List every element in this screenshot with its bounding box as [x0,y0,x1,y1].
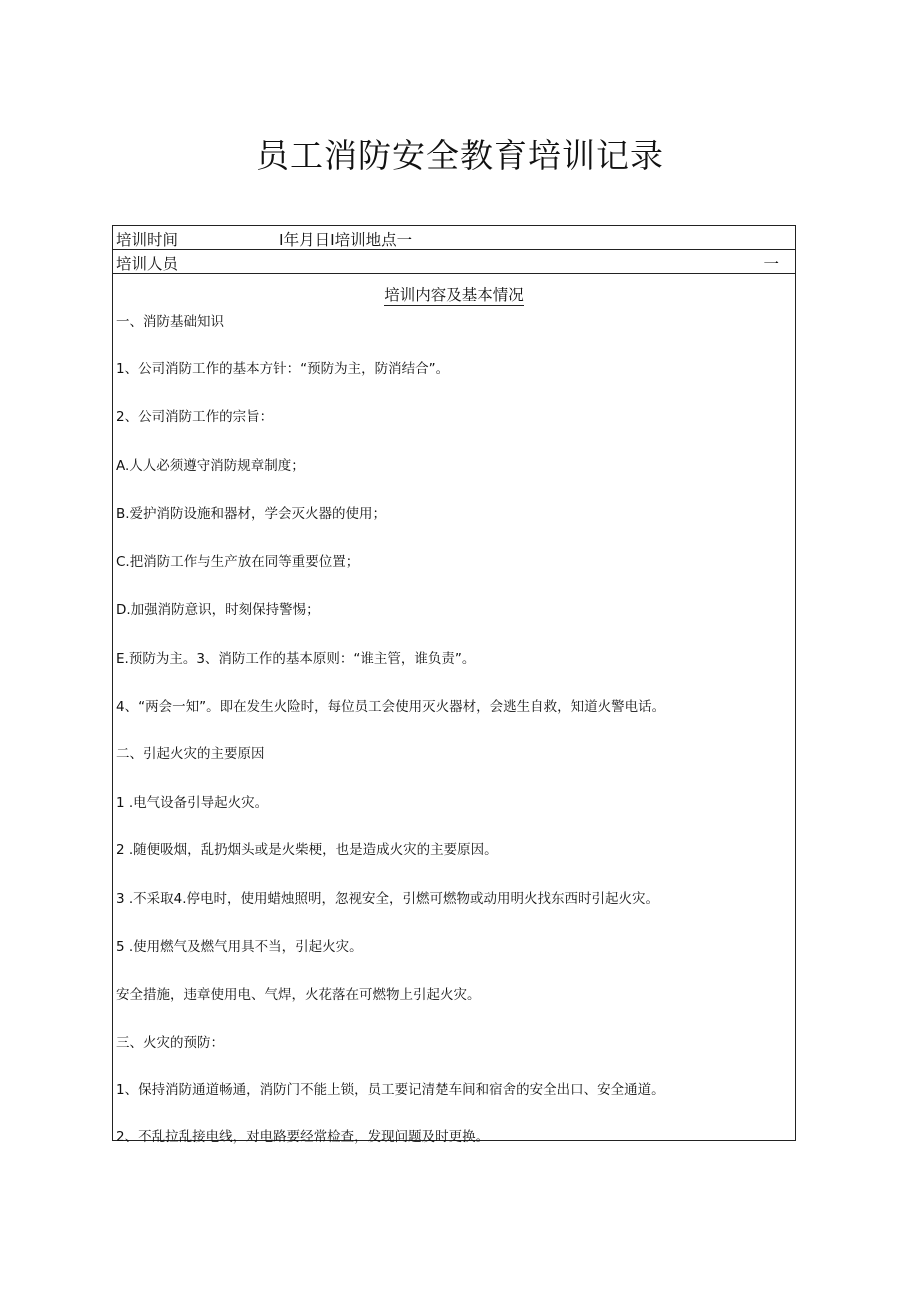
training-record-table [112,225,796,1145]
content-line: 4、“两会一知”。即在发生火险时，每位员工会使用灭火器材，会逃生自救，知道火警电话。 [116,699,666,715]
content-line: 2、公司消防工作的宗旨： [116,409,274,425]
content-line: C.把消防工作与生产放在同等重要位置； [116,554,360,570]
document-title: 员工消防安全教育培训记录 [256,136,664,175]
content-line: 一、消防基础知识 [116,314,224,330]
content-line: 2、不乱拉乱接电线，对电路要经常检查，发现问题及时更换。 [116,1129,490,1145]
content-line: 二、引起火灾的主要原因 [116,746,265,762]
content-line: D.加强消防意识，时刻保持警惕； [116,602,320,618]
section-title-text: 培训内容及基本情况 [384,286,524,304]
training-date-location: I年月日I培训地点一 [279,231,413,249]
training-time-label: 培训时间 [116,231,179,249]
training-people-label: 培训人员 [116,255,179,273]
content-line: A.人人必须遵守消防规章制度； [116,458,305,474]
content-line: 2 .随便吸烟，乱扔烟头或是火柴梗，也是造成火灾的主要原因。 [116,842,498,858]
content-line: 3 .不采取4.停电时，使用蜡烛照明，忽视安全，引燃可燃物或动用明火找东西时引起火灾。 [116,891,660,907]
content-line: 5 .使用燃气及燃气用具不当，引起火灾。 [116,939,363,955]
content-line: 三、火灾的预防： [116,1035,224,1051]
training-people-dash: 一 [763,255,779,273]
content-line: B.爱护消防设施和器材，学会灭火器的使用； [116,506,387,522]
content-line: 1 .电气设备引导起火灾。 [116,795,269,811]
content-line: 安全措施，违章使用电、气焊，火花落在可燃物上引起火灾。 [116,987,481,1003]
content-line: E.预防为主。3、消防工作的基本原则：“谁主管，谁负责”。 [116,651,476,667]
section-title [113,283,795,305]
training-time-row [113,226,795,250]
content-line: 1、公司消防工作的基本方针：“预防为主，防消结合”。 [116,361,450,377]
content-line: 1、保持消防通道畅通，消防门不能上锁，员工要记清楚车间和宿舍的安全出口、安全通道。 [116,1082,665,1098]
training-people-row [113,250,795,274]
